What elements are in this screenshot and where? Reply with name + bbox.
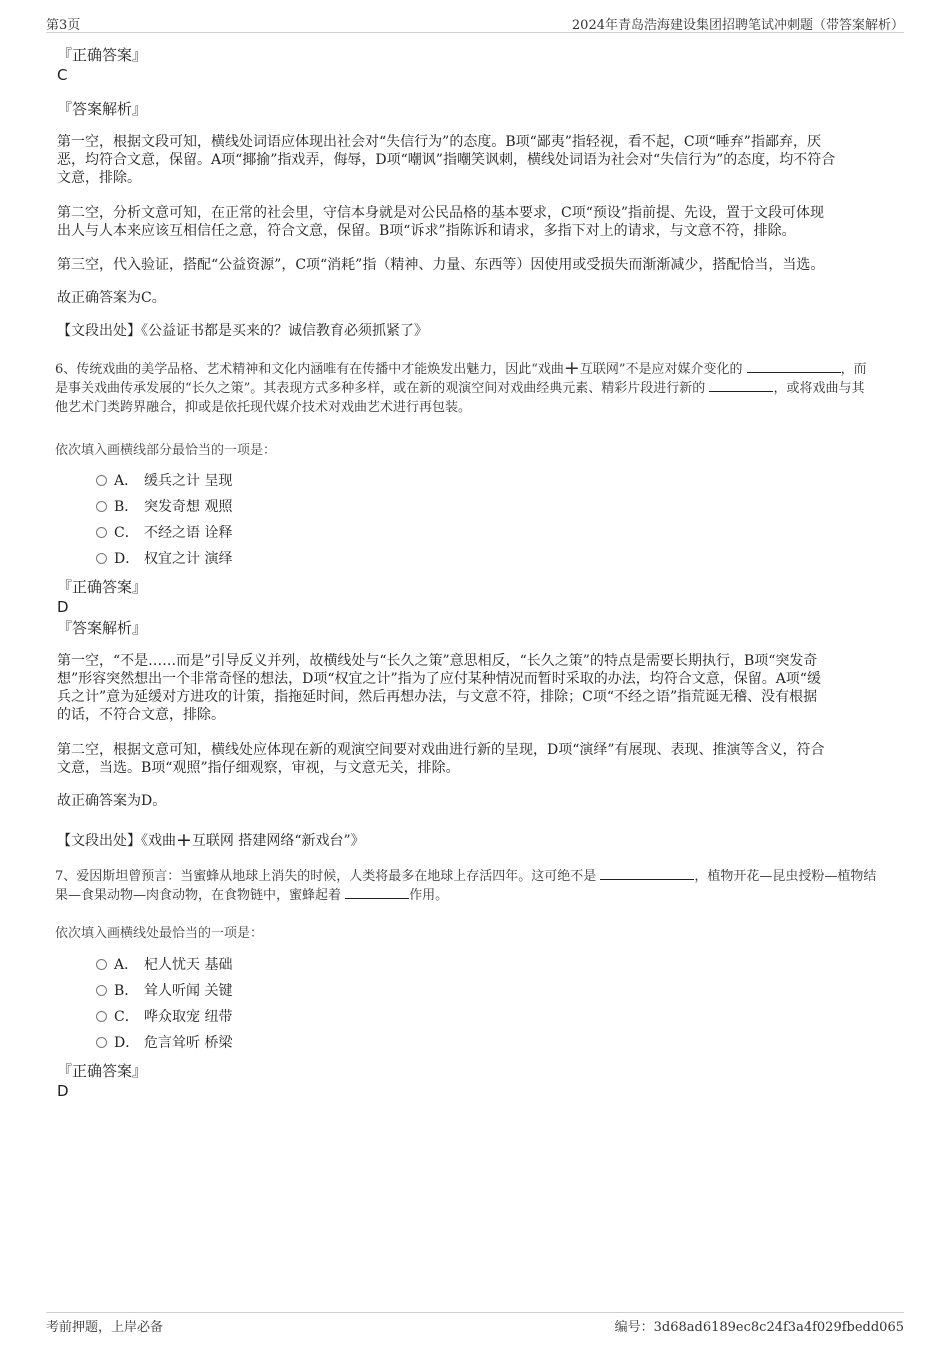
q6-stem: 6、传统戏曲的美学品格、艺术精神和文化内涵唯有在传播中才能焕发出魅力，因此“戏曲+互联网”不是应对媒介变化的 ，而 是事关戏曲传承发展的“长久之策”。其表现方式多种多样，或在新的观演空间对戏曲经典元素、精彩片段进行新的 ，或将戏曲与其 他艺术门类跨界融合，抑或是依托现代媒介技术对戏曲艺术进行再包装。: [55, 357, 867, 415]
q7-stem: 7、爱因斯坦曾预言：当蜜蜂从地球上消失的时候，人类将最多在地球上存活四年。这可绝不是 ，植物开花—昆虫授粉—植物结 果—食果动物—肉食动物，在食物链中，蜜蜂起着 作用。: [55, 869, 877, 903]
q6-answer: D: [57, 598, 69, 616]
prev-analysis-p2: 第二空，分析文意可知，在正常的社会里，守信本身就是对公民品格的基本要求，C项“预设”指前提、先设，置于文段可体现 出人与人本来应该互相信任之意，符合文意，保留。B项“诉求”指陈诉和请求，多指下对上的请求，与文意不符，排除。: [57, 205, 825, 239]
prev-analysis-label: 『答案解析』: [57, 100, 148, 118]
radio-icon[interactable]: [96, 501, 107, 512]
document-title: 2024年青岛浩海建设集团招聘笔试冲刺题（带答案解析）: [571, 18, 904, 33]
prev-conclusion: 故正确答案为C。: [57, 290, 166, 306]
q7-option-b[interactable]: B． 耸人听闻 关键: [96, 982, 232, 1000]
q6-prompt: 依次填入画横线部分最恰当的一项是：: [55, 443, 277, 458]
q6-source: 【文段出处】《戏曲+互联网 搭建网络“新戏台”》: [57, 829, 365, 851]
q7-blank-1: [600, 867, 694, 880]
prev-analysis-p3: 第三空，代入验证，搭配“公益资源”，C项“消耗”指（精神、力量、东西等）因使用或受损失而渐渐减少，搭配恰当，当选。: [57, 257, 825, 273]
q6-answer-label: 『正确答案』: [57, 578, 148, 596]
q6-option-c[interactable]: C． 不经之语 诠释: [96, 524, 232, 542]
q6-blank-1: [747, 360, 841, 373]
q6-analysis-label: 『答案解析』: [57, 619, 148, 637]
q6-option-b[interactable]: B． 突发奇想 观照: [96, 498, 232, 516]
radio-icon[interactable]: [96, 985, 107, 996]
prev-answer: C: [57, 66, 68, 84]
radio-icon[interactable]: [96, 1037, 107, 1048]
page-footer: [46, 1312, 904, 1333]
q7-option-d[interactable]: D． 危言耸听 桥梁: [96, 1034, 232, 1052]
page-header: [46, 14, 904, 33]
prev-source: 【文段出处】《公益证书都是买来的？诚信教育必须抓紧了》: [57, 323, 428, 339]
q6-option-d[interactable]: D． 权宜之计 演绎: [96, 550, 232, 568]
radio-icon[interactable]: [96, 553, 107, 564]
document-id: 编号：3d68ad6189ec8c24f3a4f029fbedd065: [614, 1320, 904, 1335]
q7-option-a[interactable]: A． 杞人忧天 基础: [96, 956, 232, 974]
q7-prompt: 依次填入画横线处最恰当的一项是：: [55, 926, 264, 941]
q6-analysis-p2: 第二空，根据文意可知，横线处应体现在新的观演空间要对戏曲进行新的呈现，D项“演绎”有展现、表现、推演等含义，符合 文意，当选。B项“观照”指仔细观察，审视，与文意无关，排除。: [57, 742, 825, 776]
q7-option-c[interactable]: C． 哗众取宠 纽带: [96, 1008, 232, 1026]
q6-conclusion: 故正确答案为D。: [57, 793, 167, 809]
footer-slogan: 考前押题，上岸必备: [46, 1320, 164, 1335]
radio-icon[interactable]: [96, 1011, 107, 1022]
q7-blank-2: [345, 886, 409, 899]
q6-blank-2: [709, 379, 773, 392]
page-number: 第3页: [46, 18, 81, 33]
radio-icon[interactable]: [96, 475, 107, 486]
prev-answer-label: 『正确答案』: [57, 46, 148, 64]
q6-option-a[interactable]: A． 缓兵之计 呈现: [96, 472, 232, 490]
q7-answer-label: 『正确答案』: [57, 1062, 148, 1080]
q7-answer: D: [57, 1082, 69, 1100]
radio-icon[interactable]: [96, 527, 107, 538]
q6-analysis-p1: 第一空，“不是……而是”引导反义并列，故横线处与“长久之策”意思相反，“长久之策”的特点是需要长期执行，B项“突发奇 想”形容突然想出一个非常奇怪的想法，D项“权宜之计”指为了应付某种情况而暂时采取的办法，均符合文意，保留。A项“缓 兵之计”意为延缓对方进攻的计策，指拖延时间，然后再想办法，与文意不符，排除；C项“不经之语”指荒诞无稽、没有根据 的话，不符合文意，排除。: [57, 653, 821, 723]
prev-analysis-p1: 第一空，根据文段可知，横线处词语应体现出社会对“失信行为”的态度。B项“鄙夷”指轻视，看不起，C项“唾弃”指鄙弃，厌 恶，均符合文意，保留。A项“揶揄”指戏弄，侮辱，D项“嘲讽”指嘲笑讽刺，横线处词语为社会对“失信行为”的态度，均不符合 文意，排除。: [57, 134, 836, 186]
radio-icon[interactable]: [96, 959, 107, 970]
